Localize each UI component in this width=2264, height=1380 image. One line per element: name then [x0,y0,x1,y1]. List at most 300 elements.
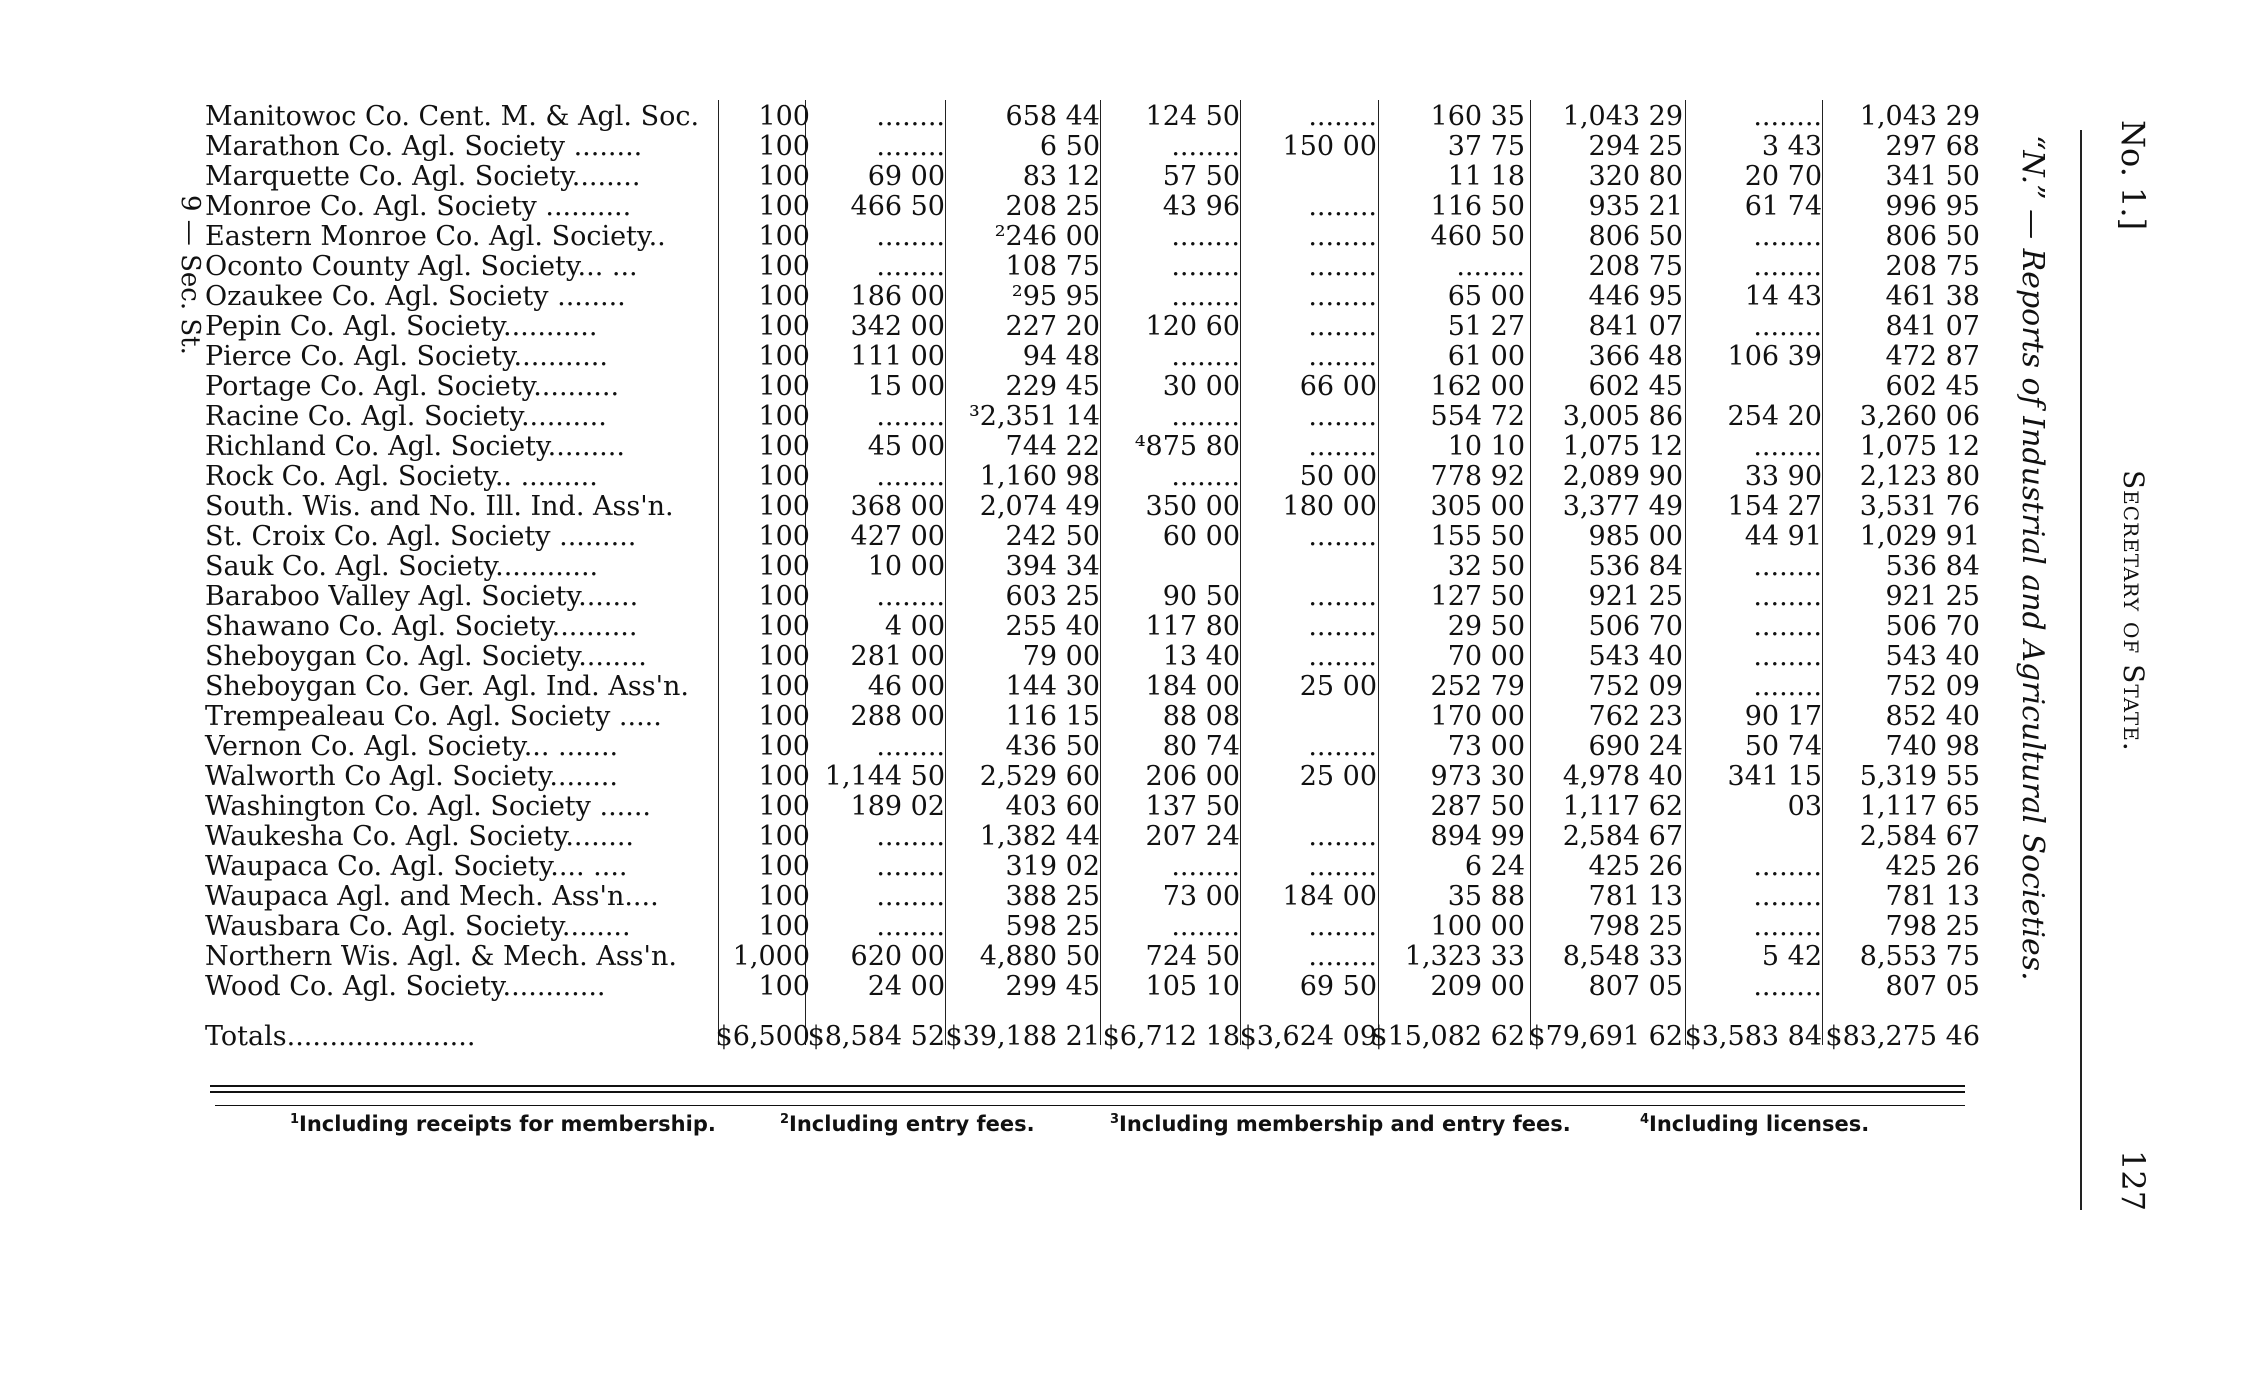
amount-c1: 100 [758,371,810,402]
amount-c3: 144 30 [1005,671,1100,702]
footnote-rule [215,1105,1965,1106]
footnote-4: $^4$Including licenses. [1640,1112,1870,1136]
amount-c3: ³2,351 14 [968,401,1100,432]
society-name: Racine Co. Agl. Society.......... [205,401,607,432]
amount-c7: 1,117 62 [1562,791,1683,822]
amount-c2: ........ [876,461,945,492]
amount-c3: 2,074 49 [979,491,1100,522]
table-row [205,522,1985,552]
amount-c9: 1,075 12 [1859,431,1980,462]
amount-c1: 100 [758,971,810,1002]
amount-c7: 208 75 [1588,251,1683,282]
amount-c6: 73 00 [1447,731,1525,762]
amount-c3: 394 34 [1005,551,1100,582]
amount-c7: 935 21 [1588,191,1683,222]
amount-c5: ........ [1308,281,1377,312]
amount-c8: 154 27 [1727,491,1822,522]
amount-c1: 100 [758,191,810,222]
amount-c8: 3 43 [1761,131,1822,162]
table-row [205,222,1985,252]
amount-c7: 425 26 [1588,851,1683,882]
amount-c2: 15 00 [867,371,945,402]
amount-c7: 2,089 90 [1562,461,1683,492]
amount-c5: 184 00 [1282,881,1377,912]
amount-c7: 320 80 [1588,161,1683,192]
amount-c3: 388 25 [1005,881,1100,912]
amount-c6: 51 27 [1447,311,1525,342]
society-name: Portage Co. Agl. Society.......... [205,371,620,402]
table-row [205,282,1985,312]
amount-c5: ........ [1308,221,1377,252]
amount-c6: 973 30 [1430,761,1525,792]
page-label: No. 1.] [2114,120,2152,231]
amount-c8: 50 74 [1744,731,1822,762]
amount-c7: 798 25 [1588,911,1683,942]
amount-c9: 921 25 [1885,581,1980,612]
amount-c2: 111 00 [850,341,945,372]
amount-c1: 100 [758,791,810,822]
amount-c1: 100 [758,281,810,312]
amount-c5: 150 00 [1282,131,1377,162]
amount-c7: 3,377 49 [1562,491,1683,522]
amount-c8 [1662,372,1822,402]
table-row [205,462,1985,492]
amount-c3: 1,160 98 [979,461,1100,492]
amount-c2: 427 00 [850,521,945,552]
amount-c6: 37 75 [1447,131,1525,162]
amount-c1: 100 [758,701,810,732]
amount-c4: 73 00 [1162,881,1240,912]
society-name: Washington Co. Agl. Society ...... [205,791,651,822]
amount-c6: 287 50 [1430,791,1525,822]
society-name: South. Wis. and No. Ill. Ind. Ass'n. [205,491,674,522]
amount-c8: 03 [1787,791,1822,822]
amount-c4: 117 80 [1145,611,1240,642]
amount-c6: 170 00 [1430,701,1525,732]
table-row [205,642,1985,672]
amount-c2: 281 00 [850,641,945,672]
amount-c2: 45 00 [867,431,945,462]
amount-c3: ²95 95 [1011,281,1100,312]
society-name: Sheboygan Co. Agl. Society........ [205,641,647,672]
table-row [205,912,1985,942]
amount-c9: 543 40 [1885,641,1980,672]
table-row [205,402,1985,432]
amount-c6: ........ [1456,251,1525,282]
amount-c1: 100 [758,311,810,342]
amount-c2: ........ [876,731,945,762]
amount-c8: 106 39 [1727,341,1822,372]
amount-c6: 116 50 [1430,191,1525,222]
amount-c7: 841 07 [1588,311,1683,342]
amount-c9: 752 09 [1885,671,1980,702]
amount-c3: 242 50 [1005,521,1100,552]
amount-c8: ........ [1753,671,1822,702]
amount-c1: 100 [758,581,810,612]
amount-c9: 852 40 [1885,701,1980,732]
footnote-2: $^2$Including entry fees. [780,1112,1035,1136]
amount-c1: 100 [758,521,810,552]
society-name: Waupaca Agl. and Mech. Ass'n.... [205,881,659,912]
amount-c5: ........ [1308,911,1377,942]
amount-c4: ........ [1171,461,1240,492]
amount-c8: 341 15 [1727,761,1822,792]
amount-c3: 2,529 60 [979,761,1100,792]
amount-c9: 1,043 29 [1859,101,1980,132]
amount-c2: 466 50 [850,191,945,222]
amount-c7: 781 13 [1588,881,1683,912]
society-name: Vernon Co. Agl. Society... ....... [205,731,619,762]
amount-c4: ........ [1171,221,1240,252]
society-name: Monroe Co. Agl. Society .......... [205,191,632,222]
table-row [205,822,1985,852]
amount-c6: 460 50 [1430,221,1525,252]
amount-c1: 100 [758,161,810,192]
amount-c2: 368 00 [850,491,945,522]
amount-c6: 32 50 [1447,551,1525,582]
amount-c4: 88 08 [1162,701,1240,732]
amount-c3: 603 25 [1005,581,1100,612]
amount-c1: 100 [758,641,810,672]
amount-c5 [1217,702,1377,732]
table-row [205,732,1985,762]
amount-c4: 43 96 [1162,191,1240,222]
table-row [205,792,1985,822]
amount-c8: 20 70 [1744,161,1822,192]
amount-c9: 506 70 [1885,611,1980,642]
amount-c4: 60 00 [1162,521,1240,552]
amount-c3: 1,382 44 [979,821,1100,852]
amount-c7: 366 48 [1588,341,1683,372]
table-row [205,372,1985,402]
amount-c2: ........ [876,851,945,882]
amount-c5: ........ [1308,251,1377,282]
table-row [205,342,1985,372]
amount-c6: 29 50 [1447,611,1525,642]
amount-c7: 985 00 [1588,521,1683,552]
amount-c4: ........ [1171,341,1240,372]
amount-c9: 807 05 [1885,971,1980,1002]
amount-c6: 305 00 [1430,491,1525,522]
amount-c7: 921 25 [1588,581,1683,612]
header-rule [2080,130,2082,1210]
amount-c9: 5,319 55 [1859,761,1980,792]
amount-c1: 100 [758,821,810,852]
amount-c3: 94 48 [1022,341,1100,372]
amount-c9: 1,117 65 [1859,791,1980,822]
amount-c8: ........ [1753,851,1822,882]
amount-c5: ........ [1308,191,1377,222]
amount-c6: 209 00 [1430,971,1525,1002]
amount-c4: 13 40 [1162,641,1240,672]
amount-c5: 25 00 [1299,671,1377,702]
amount-c8: ........ [1753,431,1822,462]
amount-c7: $79,691 62 [1528,1021,1683,1052]
amount-c6: 778 92 [1430,461,1525,492]
amount-c8: ........ [1753,581,1822,612]
amount-c3: 658 44 [1005,101,1100,132]
amount-c1: 100 [758,131,810,162]
amount-c6: 35 88 [1447,881,1525,912]
amount-c1: 100 [758,491,810,522]
table-row [205,882,1985,912]
table-row [205,942,1985,972]
amount-c2: 69 00 [867,161,945,192]
society-name: Manitowoc Co. Cent. M. & Agl. Soc. [205,101,700,132]
amount-c3: 319 02 [1005,851,1100,882]
society-name: St. Croix Co. Agl. Society ......... [205,521,637,552]
amount-c9: 536 84 [1885,551,1980,582]
amount-c8: ........ [1753,971,1822,1002]
amount-c8: 5 42 [1761,941,1822,972]
amount-c4: 120 60 [1145,311,1240,342]
amount-c1: $6,500 [715,1021,810,1052]
amount-c1: 100 [758,251,810,282]
table-row [205,612,1985,642]
amount-c5: ........ [1308,311,1377,342]
amount-c2: 24 00 [867,971,945,1002]
table-row [205,312,1985,342]
amount-c8: 44 91 [1744,521,1822,552]
amount-c2: ........ [876,221,945,252]
amount-c9: 841 07 [1885,311,1980,342]
amount-c3: 598 25 [1005,911,1100,942]
amount-c3: 403 60 [1005,791,1100,822]
amount-c7: 543 40 [1588,641,1683,672]
amount-c7: 1,075 12 [1562,431,1683,462]
amount-c9: 461 38 [1885,281,1980,312]
amount-c9: 996 95 [1885,191,1980,222]
amount-c4: ........ [1171,131,1240,162]
amount-c2: 342 00 [850,311,945,342]
amount-c8: ........ [1753,551,1822,582]
amount-c3: 229 45 [1005,371,1100,402]
amount-c1: 100 [758,551,810,582]
amount-c9: 472 87 [1885,341,1980,372]
running-title: Secretary of State. [2117,470,2150,752]
amount-c4: 105 10 [1145,971,1240,1002]
amount-c9: 425 26 [1885,851,1980,882]
amount-c2: ........ [876,101,945,132]
amount-c1: 100 [758,401,810,432]
amount-c7: 807 05 [1588,971,1683,1002]
table-row [205,672,1985,702]
amount-c9: 3,531 76 [1859,491,1980,522]
amount-c7: 8,548 33 [1562,941,1683,972]
society-name: Pierce Co. Agl. Society........... [205,341,608,372]
amount-c1: 100 [758,761,810,792]
society-name: Walworth Co Agl. Society........ [205,761,618,792]
society-name: Oconto County Agl. Society... ... [205,251,638,282]
amount-c1: 100 [758,911,810,942]
amount-c8: ........ [1753,641,1822,672]
amount-c4: 184 00 [1145,671,1240,702]
amount-c2: 189 02 [850,791,945,822]
amount-c5: ........ [1308,401,1377,432]
amount-c5: 66 00 [1299,371,1377,402]
amount-c4 [1080,552,1240,582]
amount-c3: 227 20 [1005,311,1100,342]
amount-c5: ........ [1308,731,1377,762]
amount-c9: 2,584 67 [1859,821,1980,852]
amount-c5: $3,624 09 [1239,1021,1377,1052]
amount-c1: 100 [758,671,810,702]
amount-c7: 446 95 [1588,281,1683,312]
amount-c1: 100 [758,851,810,882]
amount-c9: $83,275 46 [1825,1021,1980,1052]
amount-c1: 100 [758,461,810,492]
amount-c9: 740 98 [1885,731,1980,762]
table-row [205,492,1985,522]
amount-c5 [1217,792,1377,822]
amount-c3: 255 40 [1005,611,1100,642]
society-name: Sheboygan Co. Ger. Agl. Ind. Ass'n. [205,671,689,702]
amount-c2: ........ [876,401,945,432]
amount-c5: 50 00 [1299,461,1377,492]
amount-c2: 46 00 [867,671,945,702]
table-row [205,132,1985,162]
amount-c2: 288 00 [850,701,945,732]
totals-row [205,1022,1985,1052]
amount-c3: 744 22 [1005,431,1100,462]
amount-c9: 297 68 [1885,131,1980,162]
amount-c6: 70 00 [1447,641,1525,672]
amount-c5: ........ [1308,521,1377,552]
amount-c1: 100 [758,731,810,762]
amount-c1: 100 [758,101,810,132]
amount-c3: 83 12 [1022,161,1100,192]
society-name: Pepin Co. Agl. Society........... [205,311,598,342]
amount-c4: ........ [1171,401,1240,432]
amount-c1: 100 [758,611,810,642]
amount-c5: 69 50 [1299,971,1377,1002]
society-name: Richland Co. Agl. Society......... [205,431,625,462]
page-number: 127 [2114,1150,2152,1212]
amount-c9: 8,553 75 [1859,941,1980,972]
amount-c4: ........ [1171,281,1240,312]
amount-c9: 3,260 06 [1859,401,1980,432]
table-row [205,162,1985,192]
amount-c7: 2,584 67 [1562,821,1683,852]
society-name: Shawano Co. Agl. Society.......... [205,611,638,642]
amount-c2: ........ [876,821,945,852]
table-row [205,432,1985,462]
amount-c1: 100 [758,431,810,462]
amount-c7: 752 09 [1588,671,1683,702]
amount-c6: 894 99 [1430,821,1525,852]
amount-c6: 252 79 [1430,671,1525,702]
amount-c1: 100 [758,221,810,252]
amount-c3: 299 45 [1005,971,1100,1002]
amount-c7: 602 45 [1588,371,1683,402]
amount-c5: ........ [1308,641,1377,672]
society-name: Wausbara Co. Agl. Society........ [205,911,631,942]
society-name: Marathon Co. Agl. Society ........ [205,131,643,162]
amount-c4: 30 00 [1162,371,1240,402]
amount-c2: 1,144 50 [824,761,945,792]
amount-c2: 186 00 [850,281,945,312]
amount-c4: 206 00 [1145,761,1240,792]
amount-c2: ........ [876,911,945,942]
table-row [205,192,1985,222]
amount-c4: 124 50 [1145,101,1240,132]
amount-c4: 207 24 [1145,821,1240,852]
table-row [205,702,1985,732]
amount-c4: ⁴875 80 [1134,431,1240,462]
amount-c5: ........ [1308,431,1377,462]
amount-c8: 61 74 [1744,191,1822,222]
amount-c9: 798 25 [1885,911,1980,942]
amount-c3: 436 50 [1005,731,1100,762]
amount-c9: 781 13 [1885,881,1980,912]
amount-c5 [1217,162,1377,192]
amount-c9: 208 75 [1885,251,1980,282]
table-row [205,582,1985,612]
amount-c9: 2,123 80 [1859,461,1980,492]
table-rule-double [210,1091,1965,1093]
amount-c8: 254 20 [1727,401,1822,432]
amount-c4: 350 00 [1145,491,1240,522]
amount-c5: ........ [1308,341,1377,372]
amount-c6: 100 00 [1430,911,1525,942]
amount-c6: 65 00 [1447,281,1525,312]
amount-c7: 690 24 [1588,731,1683,762]
amount-c7: 294 25 [1588,131,1683,162]
table-row [205,972,1985,1002]
table-rule-double [210,1085,1965,1087]
amount-c8: ........ [1753,911,1822,942]
amount-c2: 4 00 [884,611,945,642]
amount-c2: 10 00 [867,551,945,582]
table-row [205,102,1985,132]
society-name: Rock Co. Agl. Society.. ......... [205,461,598,492]
amount-c6: 160 35 [1430,101,1525,132]
society-name: Eastern Monroe Co. Agl. Society.. [205,221,666,252]
table-row [205,852,1985,882]
amount-c4: 137 50 [1145,791,1240,822]
amount-c6: 162 00 [1430,371,1525,402]
amount-c3: 208 25 [1005,191,1100,222]
amount-c4: 724 50 [1145,941,1240,972]
amount-c3: 4,880 50 [979,941,1100,972]
table-row [205,252,1985,282]
amount-c8: ........ [1753,101,1822,132]
amount-c1: 100 [758,341,810,372]
amount-c8: 14 43 [1744,281,1822,312]
section-title: “N.” — Reports of Industrial and Agricultural Societies. [2015,135,2050,981]
amount-c3: 6 50 [1039,131,1100,162]
amount-c8: 33 90 [1744,461,1822,492]
amount-c6: 1,323 33 [1404,941,1525,972]
amount-c2: ........ [876,131,945,162]
amount-c9: 341 50 [1885,161,1980,192]
amount-c7: 762 23 [1588,701,1683,732]
amount-c5: ........ [1308,941,1377,972]
amount-c6: 127 50 [1430,581,1525,612]
amount-c8: ........ [1753,611,1822,642]
amount-c4: 80 74 [1162,731,1240,762]
amount-c8: $3,583 84 [1684,1021,1822,1052]
amount-c6: 554 72 [1430,401,1525,432]
amount-c5 [1217,552,1377,582]
society-name: Marquette Co. Agl. Society........ [205,161,641,192]
society-name: Ozaukee Co. Agl. Society ........ [205,281,626,312]
amount-c4: $6,712 18 [1102,1021,1240,1052]
amount-c8: ........ [1753,251,1822,282]
amount-c4: ........ [1171,251,1240,282]
amount-c3: 79 00 [1022,641,1100,672]
amount-c4: 90 50 [1162,581,1240,612]
